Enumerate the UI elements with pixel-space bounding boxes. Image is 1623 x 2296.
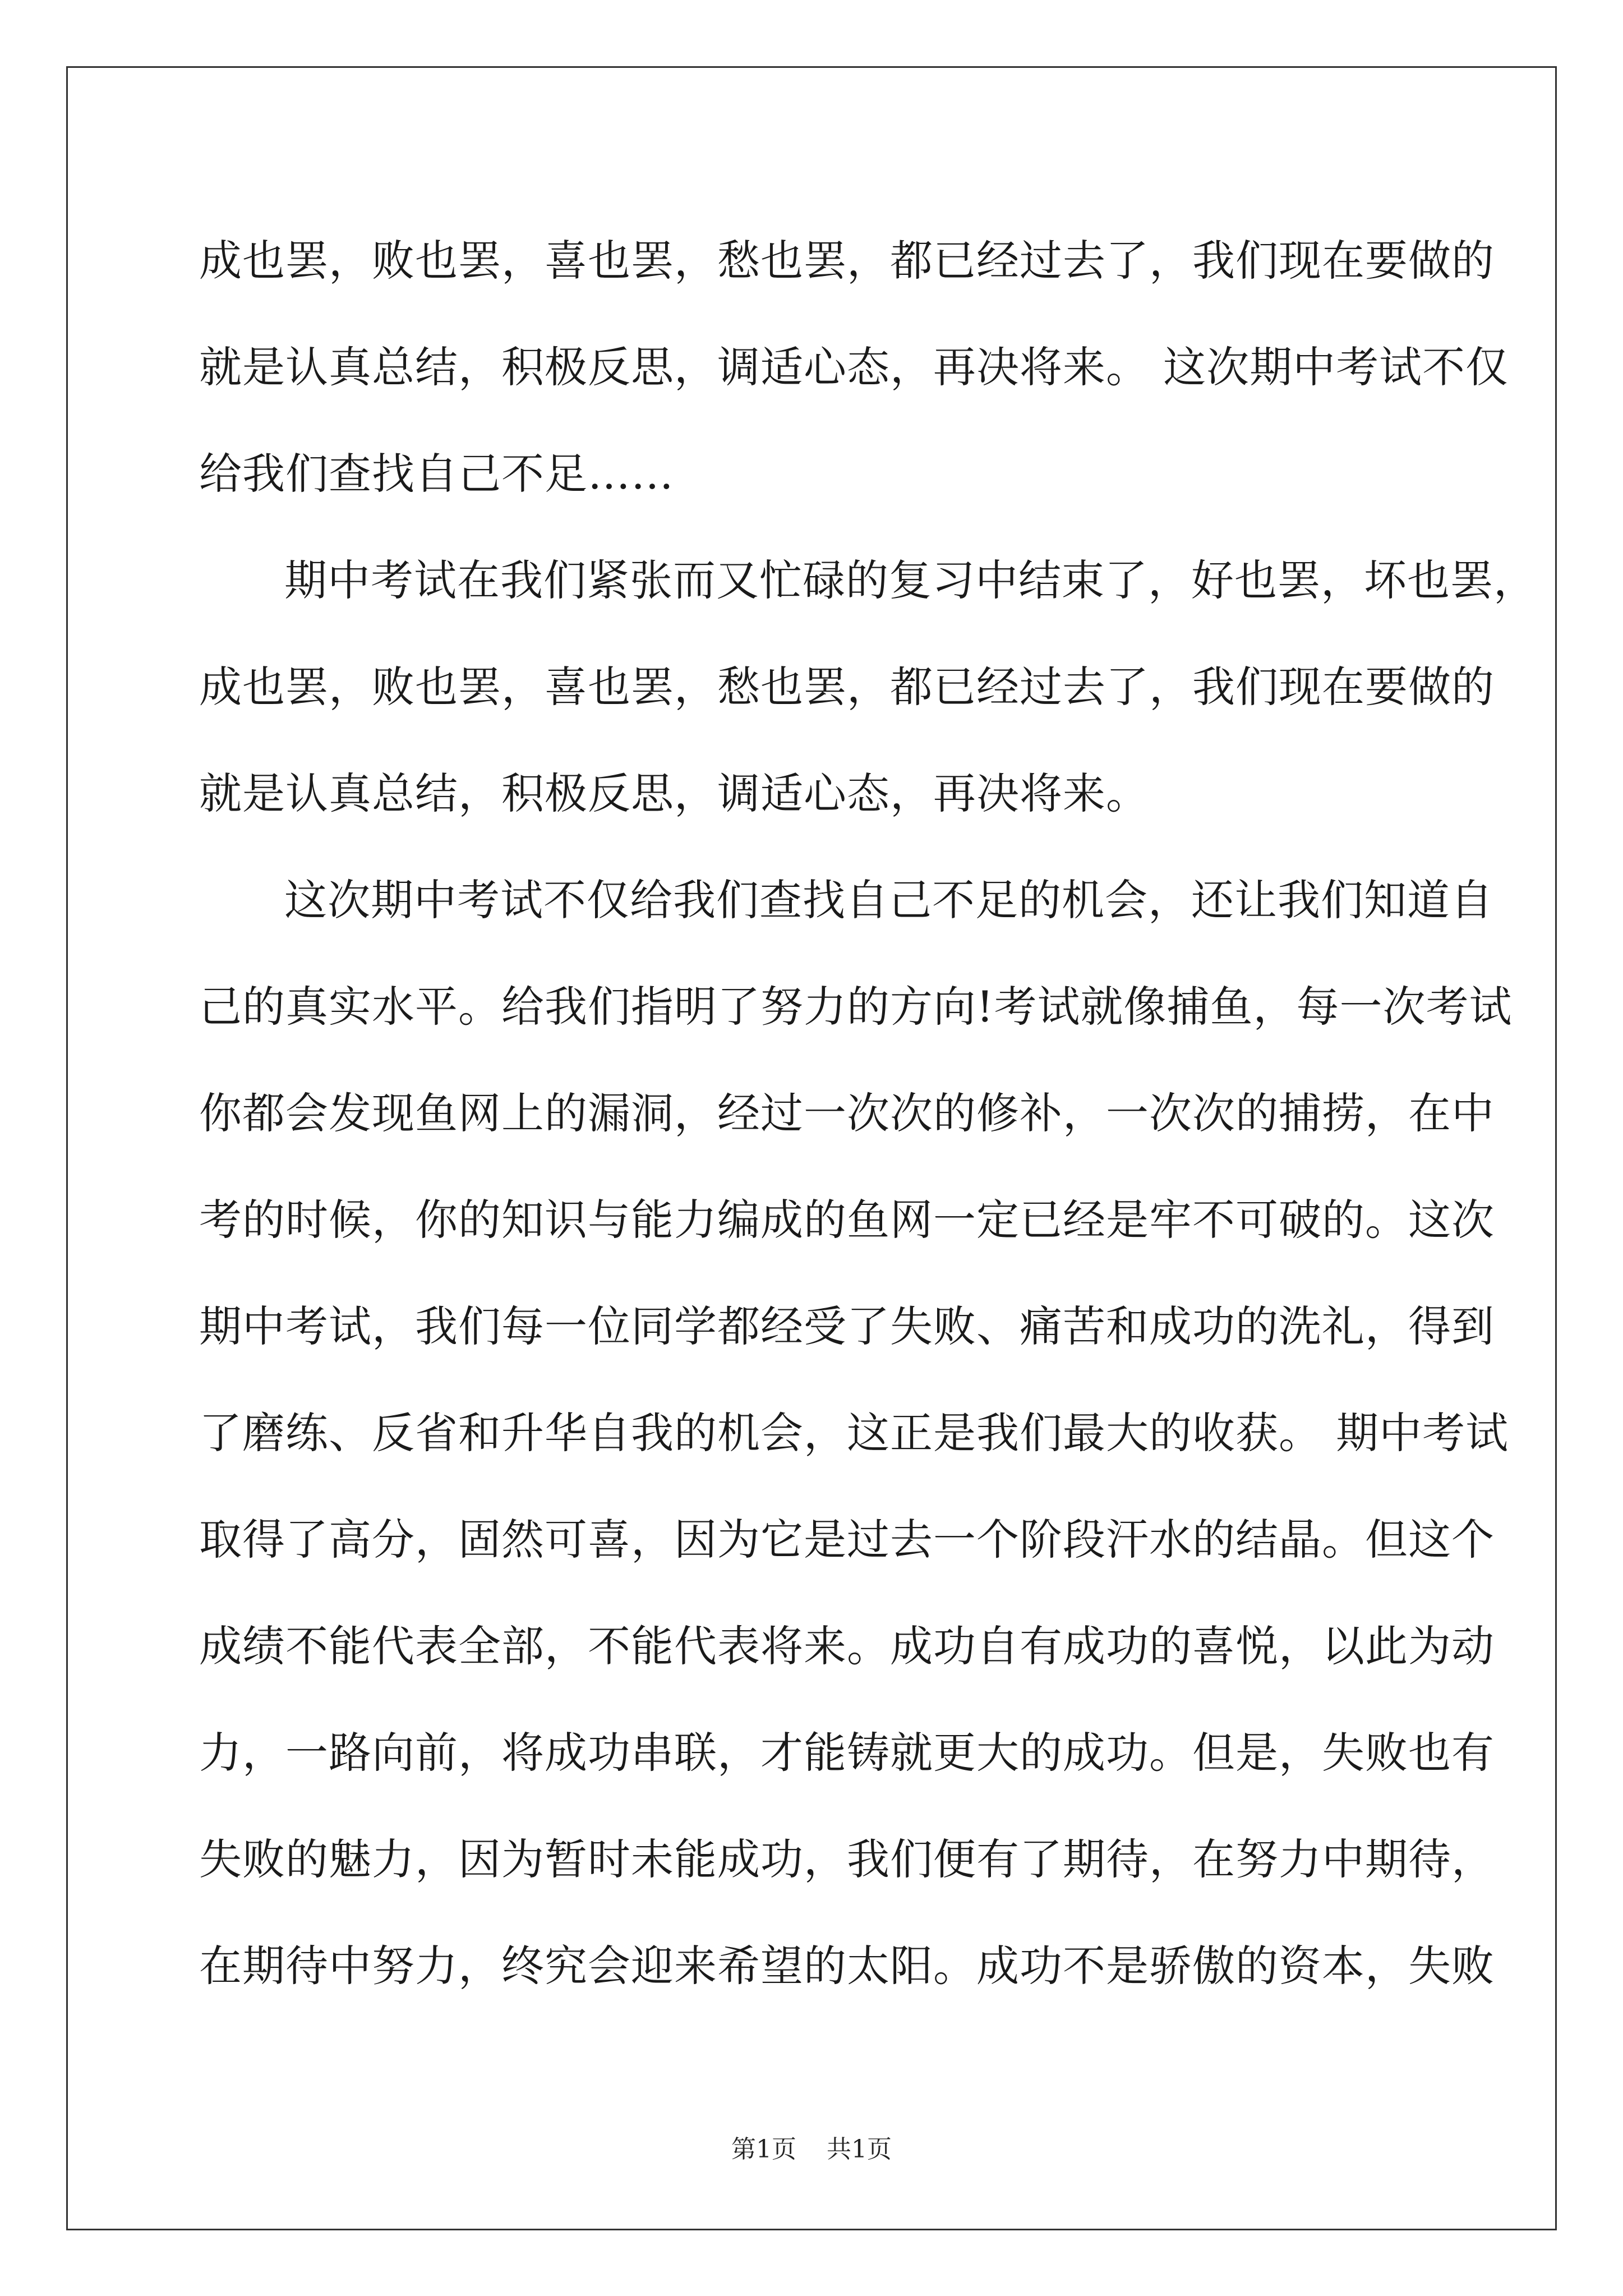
text-line: 在期待中努力，终究会迎来希望的太阳。成功不是骄傲的资本，失败: [199, 1941, 1495, 1991]
text-line: 成绩不能代表全部，不能代表将来。成功自有成功的喜悦，以此为动: [199, 1621, 1495, 1671]
page-footer: [0, 2129, 1623, 2165]
text-line: 就是认真总结，积极反思，调适心态，再决将来。: [199, 769, 1149, 818]
text-line: 就是认真总结，积极反思，调适心态，再决将来。 这次期中考试不仅: [199, 342, 1509, 392]
text-line: 己的真实水平。给我们指明了努力的方向!考试就像捕鱼，每一次考试: [199, 982, 1513, 1032]
page-number: 第1页: [731, 2135, 796, 2164]
text-line: 了磨练、反省和升华自我的机会，这正是我们最大的收获。 期中考试: [199, 1408, 1509, 1458]
text-line: 期中考试，我们每一位同学都经受了失败、痛苦和成功的洗礼，得到: [199, 1301, 1495, 1351]
text-line: 这次期中考试不仅给我们查找自己不足的机会，还让我们知道自: [284, 875, 1493, 925]
text-line: 考的时候，你的知识与能力编成的鱼网一定已经是牢不可破的。这次: [199, 1195, 1495, 1245]
text-line: 失败的魅力，因为暂时未能成功，我们便有了期待，在努力中期待，: [199, 1834, 1495, 1884]
text-line: 力，一路向前，将成功串联，才能铸就更大的成功。但是，失败也有: [199, 1728, 1495, 1778]
page-total: 共1页: [827, 2135, 892, 2164]
text-line: 你都会发现鱼网上的漏洞，经过一次次的修补，一次次的捕捞，在中: [199, 1088, 1495, 1138]
text-line: 取得了高分，固然可喜，因为它是过去一个阶段汗水的结晶。但这个: [199, 1515, 1495, 1565]
document-body: [199, 208, 1537, 2019]
text-line: 期中考试在我们紧张而又忙碌的复习中结束了，好也罢，坏也罢，: [284, 555, 1537, 605]
text-line: 给我们查找自己不足……: [199, 449, 674, 499]
text-line: 成也罢，败也罢，喜也罢，愁也罢，都已经过去了，我们现在要做的: [199, 662, 1495, 712]
text-line: 成也罢，败也罢，喜也罢，愁也罢，都已经过去了，我们现在要做的: [199, 236, 1495, 286]
